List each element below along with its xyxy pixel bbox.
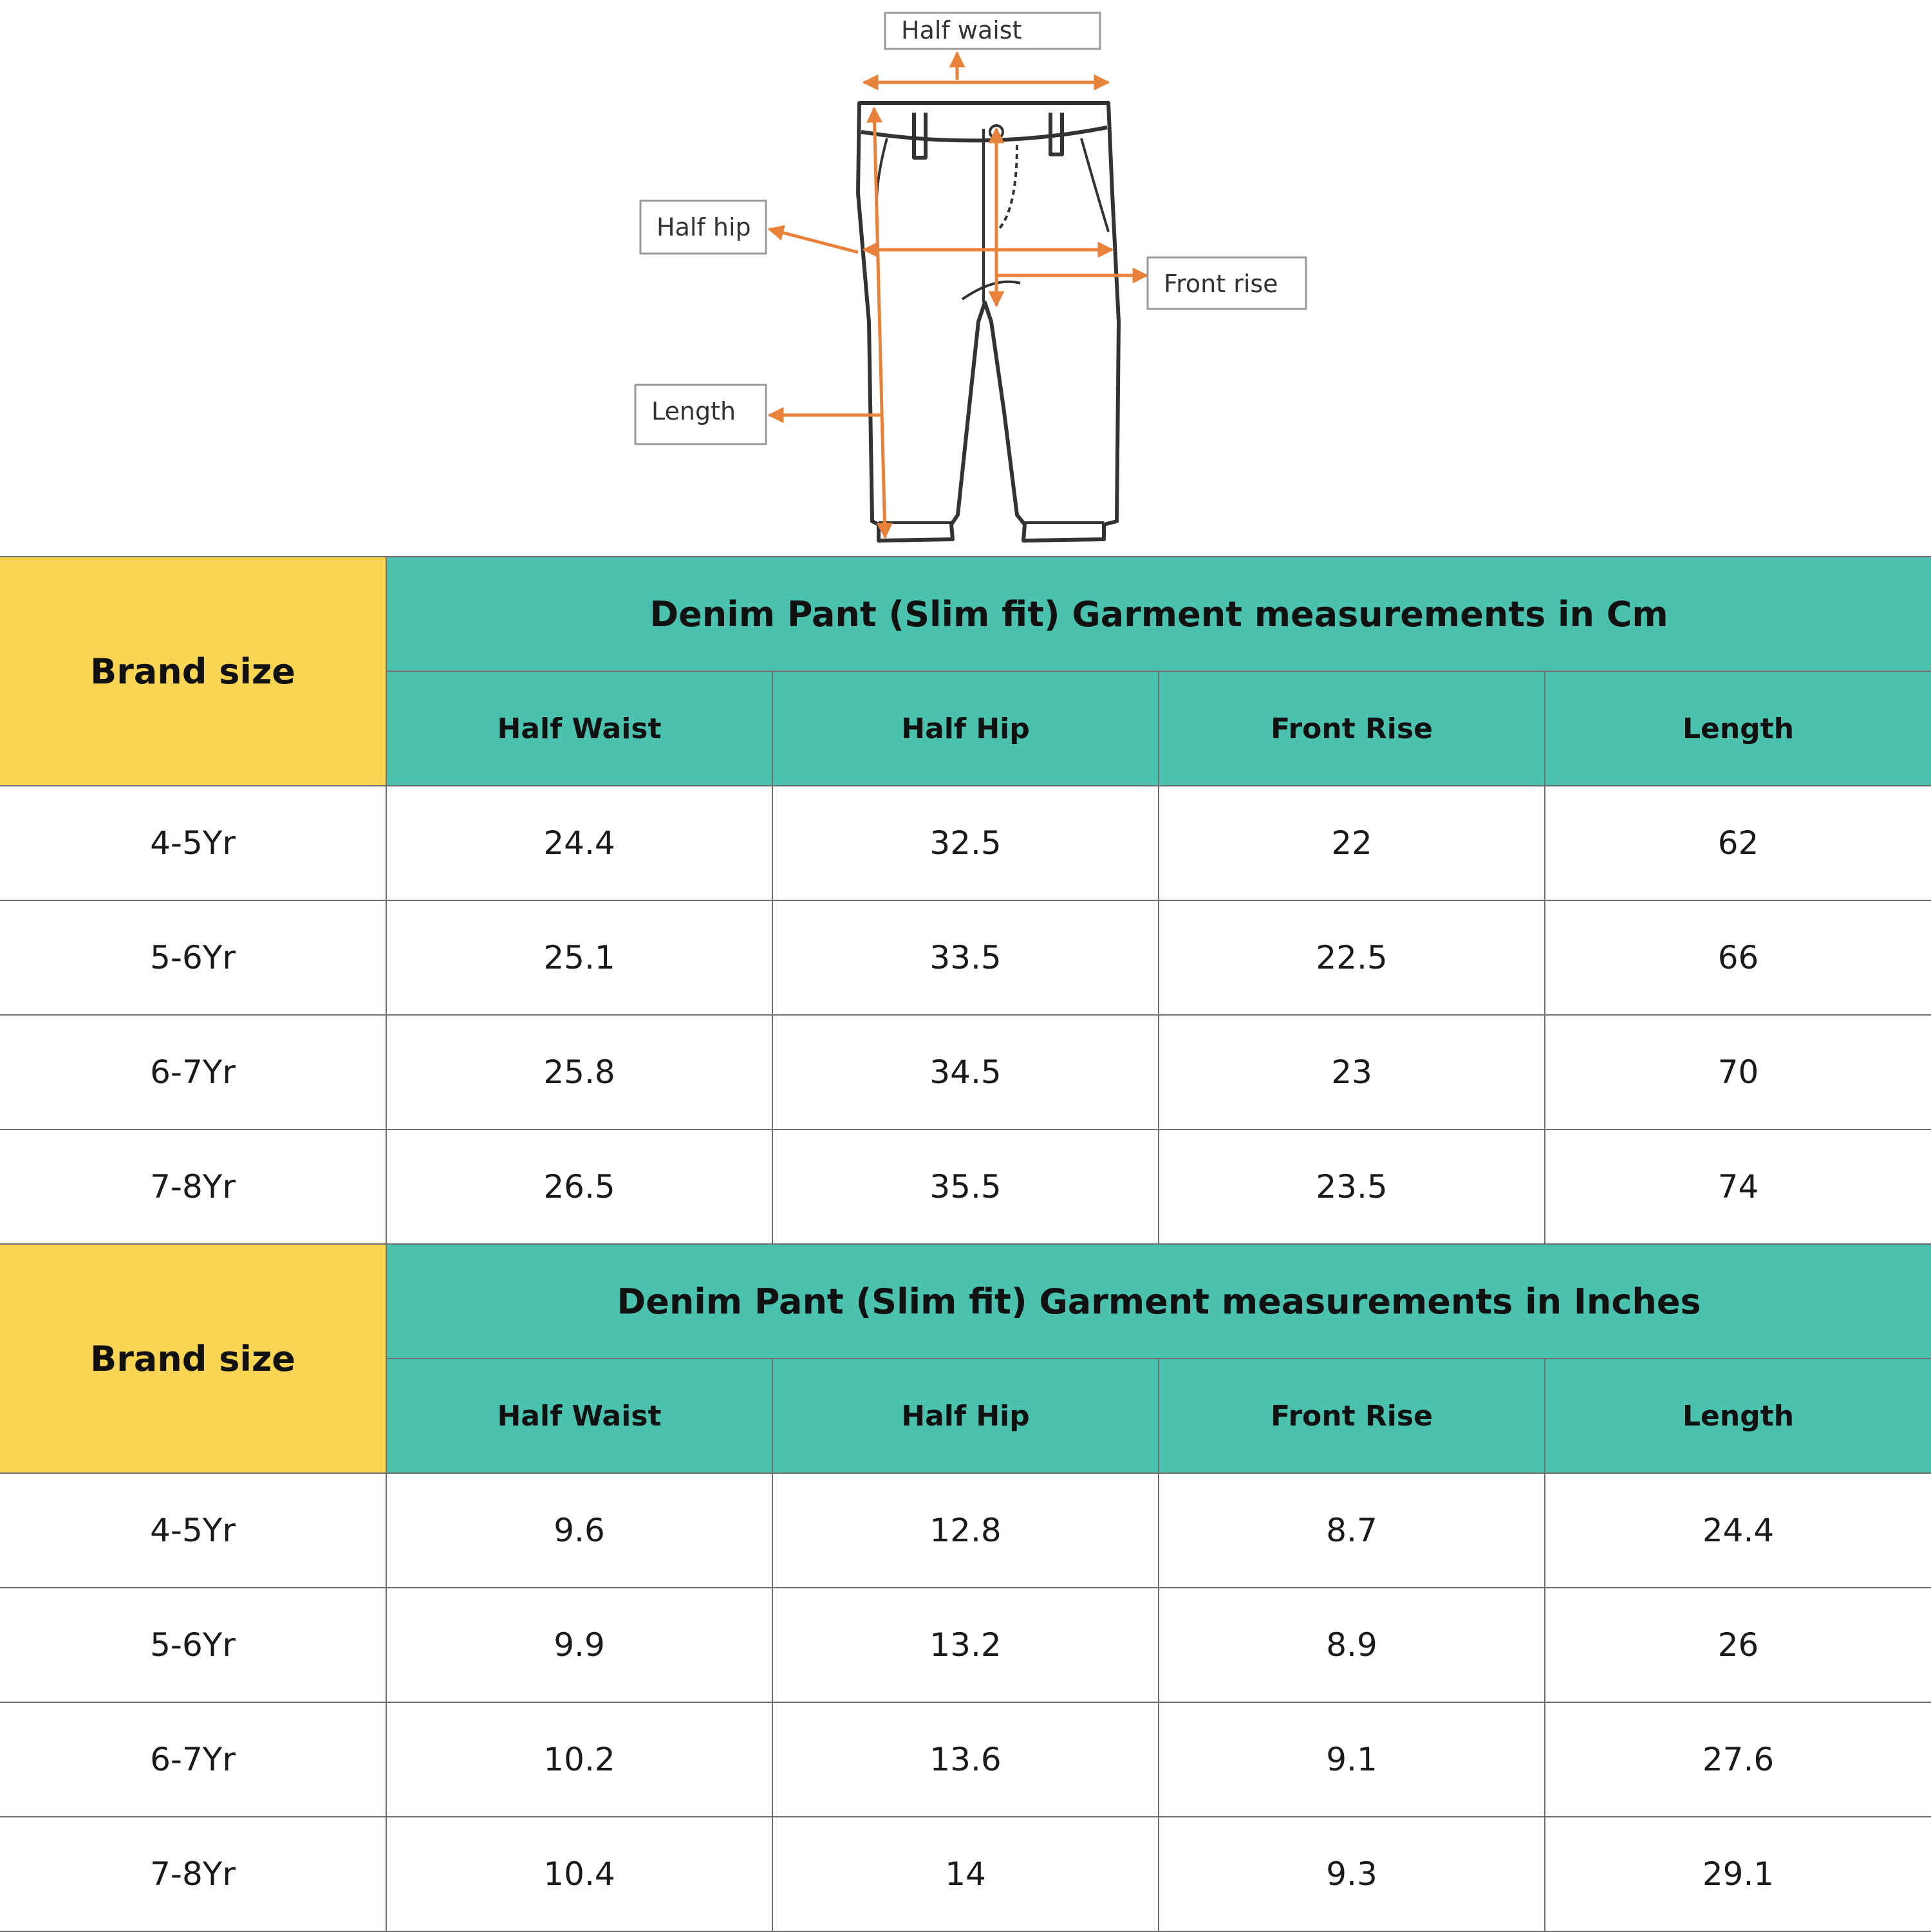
front-rise-cell: 9.1	[1159, 1702, 1545, 1817]
length-cell: 70	[1545, 1015, 1931, 1129]
brand-size-header: Brand size	[0, 1244, 386, 1473]
front-rise-cell: 8.9	[1159, 1588, 1545, 1702]
brand-size-cell: 6-7Yr	[0, 1702, 386, 1817]
brand-size-cell: 4-5Yr	[0, 786, 386, 900]
table-row	[0, 1588, 1931, 1702]
table-title: Denim Pant (Slim fit) Garment measurements in Inches	[386, 1244, 1931, 1359]
brand-size-header: Brand size	[0, 557, 386, 786]
half-hip-cell: 35.5	[772, 1129, 1159, 1244]
half-waist-cell: 10.4	[386, 1817, 772, 1931]
half-waist-cell: 26.5	[386, 1129, 772, 1244]
half-hip-cell: 34.5	[772, 1015, 1159, 1129]
table-row	[0, 1473, 1931, 1588]
table-row	[0, 1817, 1931, 1931]
half-hip-cell: 32.5	[772, 786, 1159, 900]
length-cell: 29.1	[1545, 1817, 1931, 1931]
length-cell: 74	[1545, 1129, 1931, 1244]
length-cell: 26	[1545, 1588, 1931, 1702]
table-header-row	[0, 557, 1931, 671]
size-table-cm	[0, 556, 1931, 1245]
brand-size-cell: 7-8Yr	[0, 1817, 386, 1931]
brand-size-cell: 5-6Yr	[0, 1588, 386, 1702]
front-rise-cell: 22	[1159, 786, 1545, 900]
half-waist-cell: 10.2	[386, 1702, 772, 1817]
half-waist-label-box	[885, 13, 1100, 49]
front-rise-label-box	[1148, 257, 1306, 309]
column-header-half-waist: Half Waist	[386, 1359, 772, 1473]
front-rise-cell: 23	[1159, 1015, 1545, 1129]
half-hip-cell: 14	[772, 1817, 1159, 1931]
half-hip-cell: 13.2	[772, 1588, 1159, 1702]
front-rise-cell: 22.5	[1159, 900, 1545, 1015]
table-header-row	[0, 1244, 1931, 1359]
half-hip-cell: 12.8	[772, 1473, 1159, 1588]
pants-outline-icon	[858, 103, 1119, 541]
half-waist-cell: 25.8	[386, 1015, 772, 1129]
column-header-length: Length	[1545, 1359, 1931, 1473]
half-hip-cell: 33.5	[772, 900, 1159, 1015]
size-table-inches	[0, 1243, 1931, 1932]
front-rise-cell: 9.3	[1159, 1817, 1545, 1931]
table-row	[0, 1015, 1931, 1129]
half-waist-cell: 9.6	[386, 1473, 772, 1588]
table-title: Denim Pant (Slim fit) Garment measurements in Cm	[386, 557, 1931, 671]
length-cell: 66	[1545, 900, 1931, 1015]
half-waist-cell: 24.4	[386, 786, 772, 900]
brand-size-cell: 5-6Yr	[0, 900, 386, 1015]
length-cell: 62	[1545, 786, 1931, 900]
column-header-length: Length	[1545, 671, 1931, 786]
column-header-half-waist: Half Waist	[386, 671, 772, 786]
brand-size-cell: 7-8Yr	[0, 1129, 386, 1244]
half-waist-cell: 9.9	[386, 1588, 772, 1702]
column-header-front-rise: Front Rise	[1159, 1359, 1545, 1473]
brand-size-cell: 6-7Yr	[0, 1015, 386, 1129]
half-hip-label-box	[640, 201, 766, 254]
front-rise-cell: 23.5	[1159, 1129, 1545, 1244]
measurement-arrows	[769, 53, 1147, 537]
length-cell: 27.6	[1545, 1702, 1931, 1817]
half-hip-label: Half hip	[657, 213, 751, 241]
half-waist-label: Half waist	[901, 16, 1022, 44]
pants-measurement-diagram	[0, 0, 1931, 555]
column-header-half-hip: Half Hip	[772, 1359, 1159, 1473]
table-row	[0, 900, 1931, 1015]
half-hip-cell: 13.6	[772, 1702, 1159, 1817]
length-cell: 24.4	[1545, 1473, 1931, 1588]
length-label: Length	[651, 397, 736, 425]
front-rise-cell: 8.7	[1159, 1473, 1545, 1588]
brand-size-cell: 4-5Yr	[0, 1473, 386, 1588]
length-label-box	[635, 385, 766, 444]
table-row	[0, 1702, 1931, 1817]
table-row	[0, 1129, 1931, 1244]
column-header-front-rise: Front Rise	[1159, 671, 1545, 786]
half-waist-cell: 25.1	[386, 900, 772, 1015]
table-row	[0, 786, 1931, 900]
column-header-half-hip: Half Hip	[772, 671, 1159, 786]
front-rise-label: Front rise	[1164, 270, 1278, 298]
